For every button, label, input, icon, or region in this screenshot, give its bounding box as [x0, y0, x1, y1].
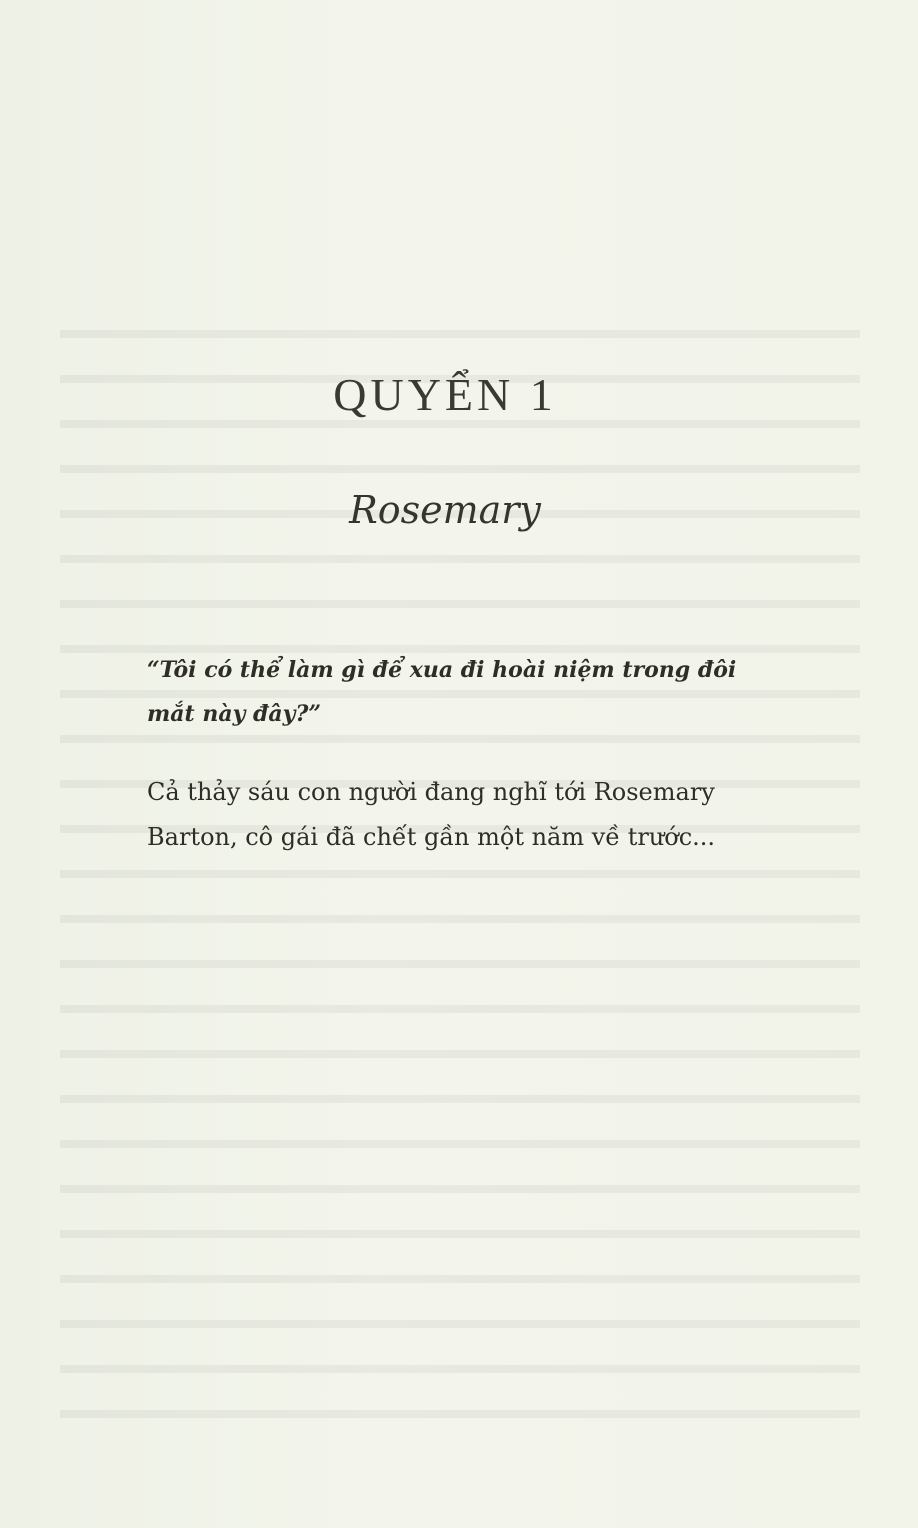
body-paragraph: Cả thảy sáu con người đang nghĩ tới Rosemary Barton, cô gái đã chết gần một năm về trước...	[147, 778, 716, 851]
show-through-texture	[60, 300, 860, 1420]
epigraph: “Tôi có thể làm gì để xua đi hoài niệm trong đôi mắt này đây?”	[147, 657, 737, 727]
book-title: QUYỂN 1	[333, 369, 557, 420]
book-subtitle: Rosemary	[349, 488, 541, 532]
